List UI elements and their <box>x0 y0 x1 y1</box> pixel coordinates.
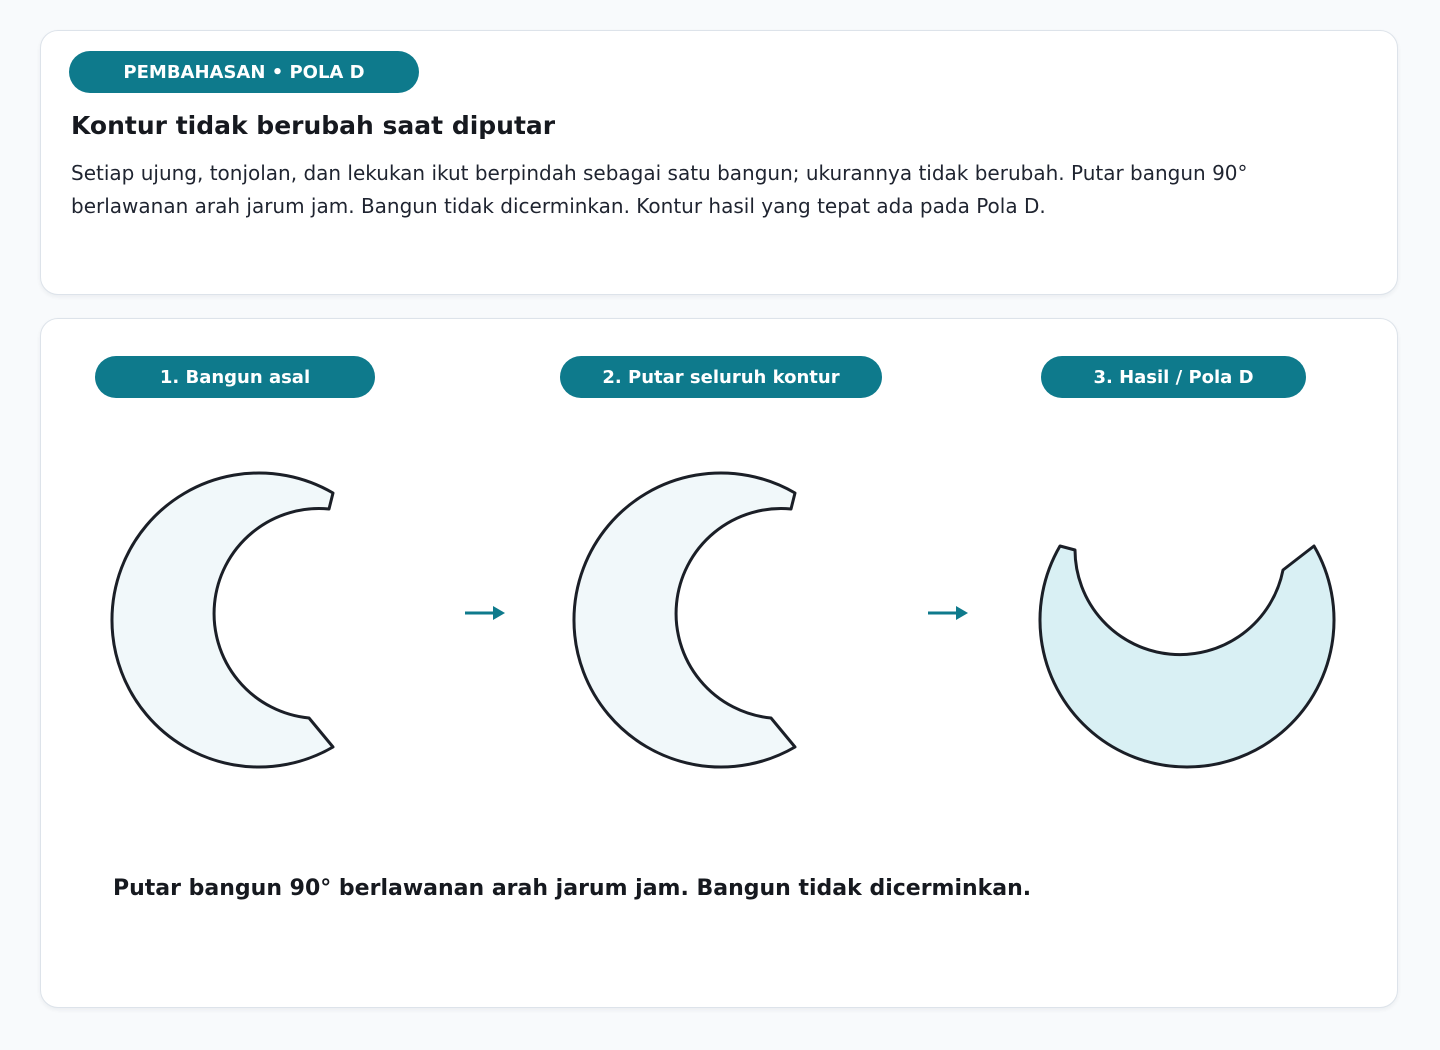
explanation-badge: PEMBAHASAN • POLA D <box>69 51 419 93</box>
arrow-right-icon <box>465 606 505 620</box>
explanation-description: Setiap ujung, tonjolan, dan lekukan ikut berpindah sebagai satu bangun; ukurannya tidak berubah. Putar bangun 90° berlawanan arah jarum jam. Bangun tidak dicerminkan. Kontur hasil yang tepat ada pada Pola D. <box>71 161 1248 218</box>
arrow-right-icon <box>928 606 968 620</box>
diagram-card <box>40 318 1398 1008</box>
rotating-crescent-shape <box>574 473 795 767</box>
step-2-label: 2. Putar seluruh kontur <box>560 356 882 398</box>
step-3-label: 3. Hasil / Pola D <box>1041 356 1306 398</box>
result-crescent-shape <box>1040 546 1334 767</box>
explanation-card <box>40 30 1398 295</box>
step-1-label: 1. Bangun asal <box>95 356 375 398</box>
diagram-caption: Putar bangun 90° berlawanan arah jarum jam. Bangun tidak dicerminkan. <box>113 876 1032 901</box>
explanation-title: Kontur tidak berubah saat diputar <box>71 111 556 140</box>
original-crescent-shape <box>112 473 333 767</box>
rotation-diagram <box>41 319 1399 1009</box>
